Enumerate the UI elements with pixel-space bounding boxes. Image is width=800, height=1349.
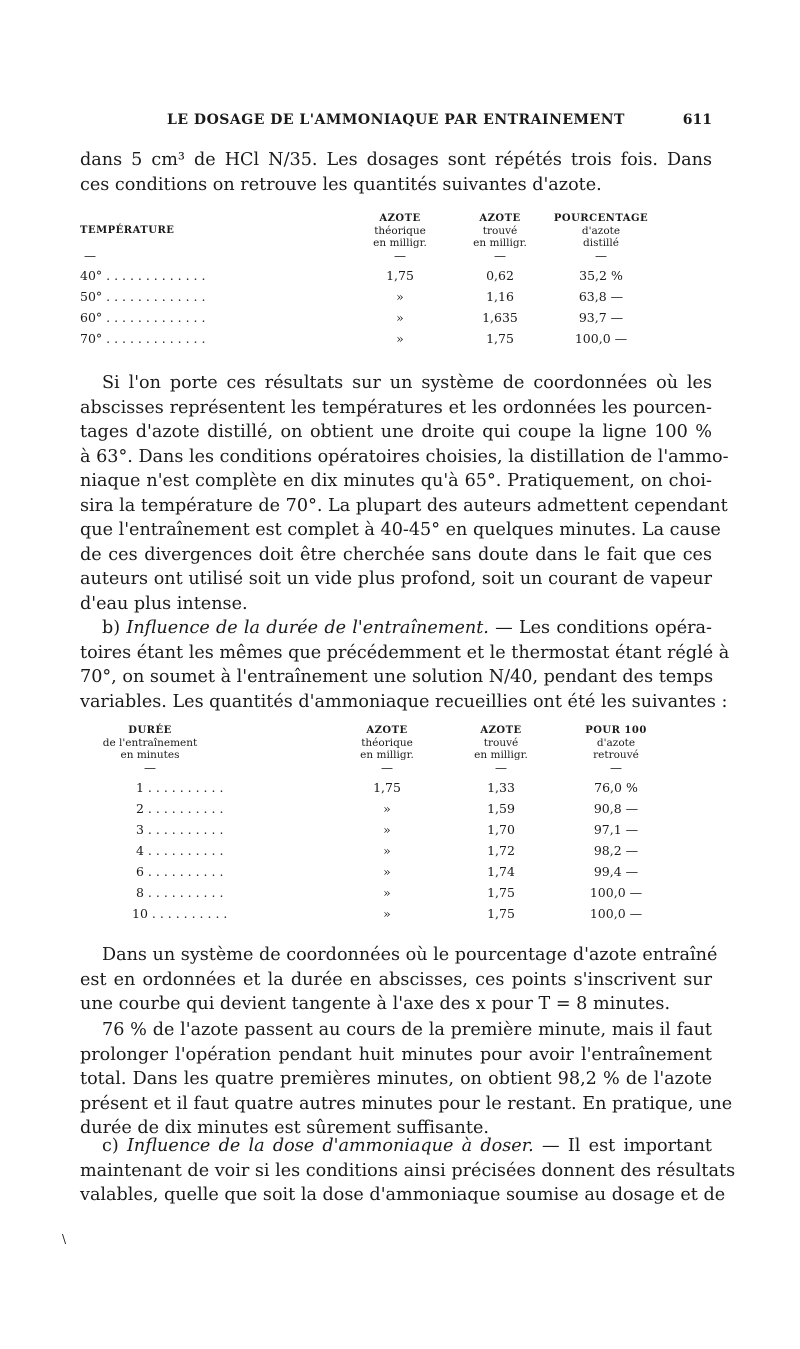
found-cell: 1,74 <box>487 864 515 879</box>
header-title: LE DOSAGE DE L'AMMONIAQUE PAR ENTRAINEMENT <box>167 112 625 128</box>
table-row <box>80 798 672 819</box>
text-line: total. Dans les quatre premières minutes, on obtient 98,2 % de l'azote <box>80 1069 712 1089</box>
col-header-azote-trouve: AZOTE trouvé en milligr. <box>474 725 528 761</box>
text-line: sira la température de 70°. La plupart des auteurs admettent cependant <box>80 495 728 516</box>
text-line: c) Influence de la dose d'ammoniaque à doser. — Il est important <box>102 1136 712 1156</box>
table-row <box>80 328 652 349</box>
table-row <box>80 840 672 861</box>
percent-cell: 63,8 — <box>578 289 624 304</box>
percent-cell: 99,4 — <box>593 864 639 879</box>
percent-cell: 93,7 — <box>578 310 624 325</box>
percent-cell: 35,2 % <box>579 268 623 283</box>
text-line: valables, quelle que soit la dose d'ammoniaque soumise au dosage et de <box>80 1185 726 1205</box>
percent-cell: 90,8 — <box>593 801 639 816</box>
theoretical-cell: » <box>396 289 404 304</box>
text-line: une courbe qui devient tangente à l'axe des x pour T = 8 minutes. <box>80 994 671 1014</box>
temperature-cell: 40° . . . . . . . . . . . . . <box>80 268 206 283</box>
theoretical-cell: 1,75 <box>386 268 414 283</box>
section-heading-duration: Influence de la durée de l'entraînement. <box>126 618 489 638</box>
text-line: b) Influence de la durée de l'entraînement. — Les conditions opéra- <box>102 618 712 638</box>
text-line: à 63°. Dans les conditions opératoires choisies, la distillation de l'ammo- <box>80 446 729 467</box>
found-cell: 1,75 <box>487 906 515 921</box>
table-row <box>80 882 672 903</box>
duration-cell: 2 . . . . . . . . . . <box>136 801 224 816</box>
col-header-pour-100: POUR 100 d'azote retrouvé <box>585 725 647 761</box>
text-line: durée de dix minutes est sûrement suffisante. <box>80 1118 489 1138</box>
theoretical-cell: » <box>383 885 391 900</box>
text-line: Dans un système de coordonnées où le pourcentage d'azote entraîné <box>102 945 718 965</box>
paragraph-first-minute <box>80 1018 733 1141</box>
table-row <box>80 777 672 798</box>
running-header <box>80 112 712 134</box>
theoretical-cell: » <box>383 801 391 816</box>
text-line: ces conditions on retrouve les quantités suivantes d'azote. <box>80 174 602 195</box>
section-heading-dose: Influence de la dose d'ammoniaque à doser. <box>126 1136 534 1156</box>
text-line: variables. Les quantités d'ammoniaque recueillies ont été les suivantes : <box>80 691 728 712</box>
found-cell: 1,72 <box>487 843 515 858</box>
text-line: Si l'on porte ces résultats sur un système de coordonnées où les <box>102 373 712 393</box>
text-line: toires étant les mêmes que précédemment et le thermostat étant réglé à <box>80 642 730 663</box>
percent-cell: 100,0 — <box>589 906 643 921</box>
table-dash-row: — — — — <box>84 249 607 263</box>
theoretical-cell: » <box>396 331 404 346</box>
table-header-row <box>80 724 672 761</box>
text-line: tages d'azote distillé, on obtient une droite qui coupe la ligne 100 % <box>80 422 712 442</box>
temperature-table <box>80 212 652 349</box>
table-row <box>80 819 672 840</box>
percent-cell: 100,0 — <box>589 885 643 900</box>
theoretical-cell: » <box>383 906 391 921</box>
table-dash-row: — — — — <box>144 761 622 775</box>
percent-cell: 76,0 % <box>594 780 638 795</box>
text-line: d'eau plus intense. <box>80 593 248 614</box>
table-row <box>80 307 652 328</box>
table-header-row <box>80 212 652 249</box>
paragraph-coordinates <box>80 371 729 616</box>
duration-cell: 4 . . . . . . . . . . <box>136 843 224 858</box>
duration-cell: 3 . . . . . . . . . . <box>136 822 224 837</box>
paragraph-curve <box>80 943 718 1017</box>
found-cell: 1,70 <box>487 822 515 837</box>
text-line: 76 % de l'azote passent au cours de la première minute, mais il faut <box>102 1020 712 1040</box>
text-line: est en ordonnées et la durée en abscisses, ces points s'inscrivent sur <box>80 969 712 990</box>
duration-cell: 1 . . . . . . . . . . <box>136 780 224 795</box>
percent-cell: 98,2 — <box>593 843 639 858</box>
col-header-azote-trouve: AZOTE trouvé en milligr. <box>473 213 527 249</box>
text-line: présent et il faut quatre autres minutes pour le restant. En pratique, une <box>80 1093 733 1114</box>
found-cell: 1,59 <box>487 801 515 816</box>
percent-cell: 97,1 — <box>593 822 639 837</box>
theoretical-cell: » <box>383 864 391 879</box>
theoretical-cell: » <box>383 822 391 837</box>
duration-table <box>80 724 672 924</box>
text-line: 70°, on soumet à l'entraînement une solution N/40, pendant des temps <box>80 667 714 687</box>
table-row <box>80 861 672 882</box>
temperature-cell: 70° . . . . . . . . . . . . . <box>80 331 206 346</box>
col-header-duree: DURÉE de l'entraînement en minutes <box>102 725 198 761</box>
col-header-azote-theorique: AZOTE théorique en milligr. <box>360 725 414 761</box>
duration-cell: 6 . . . . . . . . . . <box>136 864 224 879</box>
found-cell: 1,75 <box>487 885 515 900</box>
text-line: auteurs ont utilisé soit un vide plus profond, soit un courant de vapeur <box>80 569 712 589</box>
percent-cell: 100,0 — <box>574 331 628 346</box>
found-cell: 1,16 <box>486 289 514 304</box>
page-number: 611 <box>682 112 712 128</box>
temperature-cell: 60° . . . . . . . . . . . . . <box>80 310 206 325</box>
temperature-cell: 50° . . . . . . . . . . . . . <box>80 289 206 304</box>
text-line: dans 5 cm³ de HCl N/35. Les dosages sont répétés trois fois. Dans <box>80 150 712 170</box>
paragraph-dose <box>80 1134 736 1208</box>
text-line: que l'entraînement est complet à 40-45° en quelques minutes. La cause <box>80 520 721 540</box>
theoretical-cell: 1,75 <box>373 780 401 795</box>
duration-cell: 10 . . . . . . . . . . <box>132 906 228 921</box>
col-header-temperature: TEMPÉRATURE <box>80 225 175 236</box>
intro-paragraph <box>80 148 712 197</box>
duration-cell: 8 . . . . . . . . . . <box>136 885 224 900</box>
text-line: maintenant de voir si les conditions ainsi précisées donnent des résultats <box>80 1160 736 1181</box>
text-line: niaque n'est complète en dix minutes qu'à 65°. Pratiquement, on choi- <box>80 471 712 491</box>
found-cell: 1,33 <box>487 780 515 795</box>
table-row <box>80 903 672 924</box>
paragraph-duration <box>80 616 730 714</box>
text-line: prolonger l'opération pendant huit minutes pour avoir l'entraînement <box>80 1044 712 1065</box>
table-row <box>80 265 652 286</box>
theoretical-cell: » <box>383 843 391 858</box>
text-line: abscisses représentent les températures et les ordonnées les pourcen- <box>80 397 712 418</box>
text-line: de ces divergences doit être cherchée sans doute dans le fait que ces <box>80 544 712 565</box>
theoretical-cell: » <box>396 310 404 325</box>
found-cell: 0,62 <box>486 268 514 283</box>
margin-mark: \ <box>62 1232 67 1246</box>
found-cell: 1,75 <box>486 331 514 346</box>
col-header-azote-theorique: AZOTE théorique en milligr. <box>373 213 427 249</box>
table-row <box>80 286 652 307</box>
col-header-pourcentage: POURCENTAGE d'azote distillé <box>553 213 649 249</box>
found-cell: 1,635 <box>482 310 518 325</box>
